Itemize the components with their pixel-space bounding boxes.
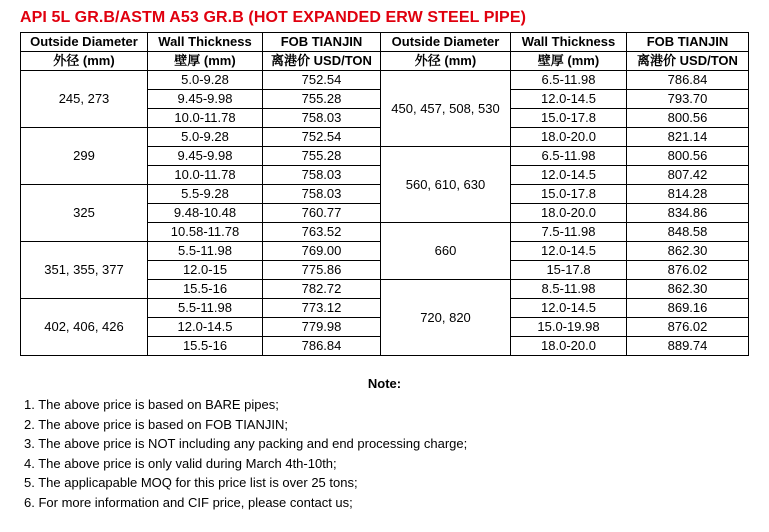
outside-diameter-cell: 720, 820 (381, 280, 511, 356)
note-title: Note: (367, 376, 402, 391)
wall-thickness-cell: 5.0-9.28 (148, 128, 263, 147)
fob-price-cell: 758.03 (263, 166, 381, 185)
fob-price-cell: 800.56 (627, 147, 749, 166)
column-header: 壁厚 (mm) (148, 52, 263, 71)
wall-thickness-cell: 12.0-15 (148, 261, 263, 280)
outside-diameter-cell: 450, 457, 508, 530 (381, 71, 511, 147)
column-header: FOB TIANJIN (627, 33, 749, 52)
price-table (20, 32, 749, 356)
wall-thickness-cell: 5.5-11.98 (148, 242, 263, 261)
column-header: Wall Thickness (148, 33, 263, 52)
wall-thickness-cell: 15.0-17.8 (511, 185, 627, 204)
wall-thickness-cell: 7.5-11.98 (511, 223, 627, 242)
wall-thickness-cell: 9.45-9.98 (148, 90, 263, 109)
table-header-row (21, 33, 749, 52)
note-item: 3. The above price is NOT including any packing and end processing charge; (24, 436, 468, 451)
wall-thickness-cell: 18.0-20.0 (511, 204, 627, 223)
wall-thickness-cell: 12.0-14.5 (511, 299, 627, 318)
wall-thickness-cell: 5.5-11.98 (148, 299, 263, 318)
wall-thickness-cell: 12.0-14.5 (511, 242, 627, 261)
table-header-row (21, 52, 749, 71)
fob-price-cell: 869.16 (627, 299, 749, 318)
column-header: Wall Thickness (511, 33, 627, 52)
outside-diameter-cell: 560, 610, 630 (381, 147, 511, 223)
fob-price-cell: 862.30 (627, 242, 749, 261)
fob-price-cell: 782.72 (263, 280, 381, 299)
notes-list (24, 395, 467, 512)
fob-price-cell: 889.74 (627, 337, 749, 356)
wall-thickness-cell: 12.0-14.5 (511, 166, 627, 185)
fob-price-cell: 769.00 (263, 242, 381, 261)
wall-thickness-cell: 15.5-16 (148, 337, 263, 356)
note-item: 6. For more information and CIF price, please contact us; (24, 494, 353, 510)
wall-thickness-cell: 18.0-20.0 (511, 128, 627, 147)
outside-diameter-cell: 660 (381, 223, 511, 280)
fob-price-cell: 814.28 (627, 185, 749, 204)
outside-diameter-cell: 402, 406, 426 (21, 299, 148, 356)
fob-price-cell: 773.12 (263, 299, 381, 318)
outside-diameter-cell: 245, 273 (21, 71, 148, 128)
fob-price-cell: 755.28 (263, 90, 381, 109)
wall-thickness-cell: 5.5-9.28 (148, 185, 263, 204)
column-header: FOB TIANJIN (263, 33, 381, 52)
wall-thickness-cell: 15-17.8 (511, 261, 627, 280)
wall-thickness-cell: 6.5-11.98 (511, 147, 627, 166)
column-header: 外径 (mm) (381, 52, 511, 71)
fob-price-cell: 786.84 (627, 71, 749, 90)
fob-price-cell: 752.54 (263, 128, 381, 147)
fob-price-cell: 876.02 (627, 318, 749, 337)
wall-thickness-cell: 5.0-9.28 (148, 71, 263, 90)
fob-price-cell: 758.03 (263, 185, 381, 204)
fob-price-cell: 786.84 (263, 337, 381, 356)
column-header: 离港价 USD/TON (627, 52, 749, 71)
wall-thickness-cell: 8.5-11.98 (511, 280, 627, 299)
wall-thickness-cell: 6.5-11.98 (511, 71, 627, 90)
fob-price-cell: 793.70 (627, 90, 749, 109)
table-row (21, 71, 749, 90)
column-header: 离港价 USD/TON (263, 52, 381, 71)
column-header: Outside Diameter (381, 33, 511, 52)
fob-price-cell: 763.52 (263, 223, 381, 242)
fob-price-cell: 821.14 (627, 128, 749, 147)
fob-price-cell: 779.98 (263, 318, 381, 337)
fob-price-cell: 876.02 (627, 261, 749, 280)
wall-thickness-cell: 10.0-11.78 (148, 166, 263, 185)
wall-thickness-cell: 15.0-19.98 (511, 318, 627, 337)
outside-diameter-cell: 351, 355, 377 (21, 242, 148, 299)
fob-price-cell: 807.42 (627, 166, 749, 185)
fob-price-cell: 800.56 (627, 109, 749, 128)
wall-thickness-cell: 9.48-10.48 (148, 204, 263, 223)
wall-thickness-cell: 15.5-16 (148, 280, 263, 299)
wall-thickness-cell: 9.45-9.98 (148, 147, 263, 166)
column-header: 壁厚 (mm) (511, 52, 627, 71)
fob-price-cell: 775.86 (263, 261, 381, 280)
wall-thickness-cell: 18.0-20.0 (511, 337, 627, 356)
fob-price-cell: 760.77 (263, 204, 381, 223)
page-title: API 5L GR.B/ASTM A53 GR.B (HOT EXPANDED ERW STEEL PIPE) (20, 9, 527, 26)
fob-price-cell: 755.28 (263, 147, 381, 166)
fob-price-cell: 834.86 (627, 204, 749, 223)
outside-diameter-cell: 325 (21, 185, 148, 242)
fob-price-cell: 758.03 (263, 109, 381, 128)
fob-price-cell: 848.58 (627, 223, 749, 242)
wall-thickness-cell: 15.0-17.8 (511, 109, 627, 128)
note-item: 5. The applicapable MOQ for this price list is over 25 tons; (24, 475, 358, 490)
fob-price-cell: 752.54 (263, 71, 381, 90)
wall-thickness-cell: 12.0-14.5 (148, 318, 263, 337)
note-item: 1. The above price is based on BARE pipes; (24, 397, 279, 412)
note-item: 2. The above price is based on FOB TIANJIN; (24, 416, 288, 432)
wall-thickness-cell: 12.0-14.5 (511, 90, 627, 109)
wall-thickness-cell: 10.0-11.78 (148, 109, 263, 128)
note-item: 4. The above price is only valid during March 4th-10th; (24, 455, 337, 471)
fob-price-cell: 862.30 (627, 280, 749, 299)
column-header: Outside Diameter (21, 33, 148, 52)
outside-diameter-cell: 299 (21, 128, 148, 185)
wall-thickness-cell: 10.58-11.78 (148, 223, 263, 242)
column-header: 外径 (mm) (21, 52, 148, 71)
